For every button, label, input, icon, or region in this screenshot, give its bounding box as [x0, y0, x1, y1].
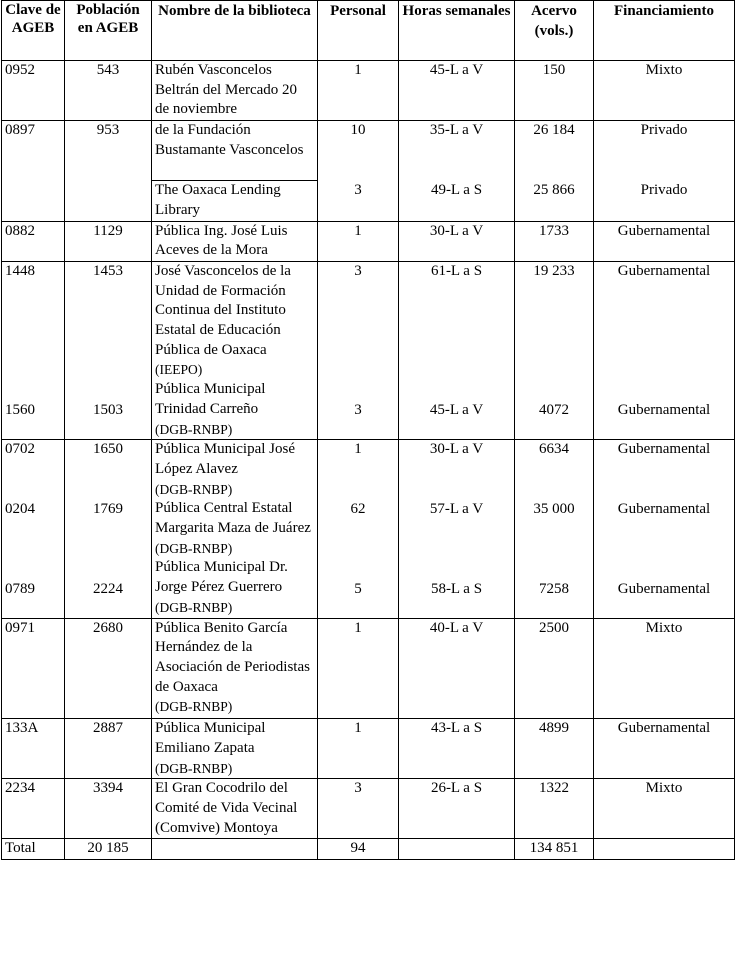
cell-horas-a: 35-L a V — [429, 122, 484, 139]
cell-nombre-a-small: (IEEPO) — [155, 362, 203, 378]
cell-poblacion: 2680 — [65, 618, 152, 719]
total-label: Total — [2, 839, 65, 860]
cell-clave-c: 0789 — [5, 581, 35, 598]
header-clave: Clave de AGEB — [2, 1, 65, 61]
cell-nombre-a: Pública Municipal Emiliano Zapata — [155, 720, 266, 756]
cell-horas: 45-L a V — [399, 61, 515, 121]
cell-financiamiento: Mixto — [594, 618, 735, 719]
cell-clave: 2234 — [2, 779, 65, 839]
cell-clave: 133A — [2, 719, 65, 779]
total-poblacion: 20 185 — [65, 839, 152, 860]
cell-nombre-a: Pública Benito García Hernández de la Asociación de Periodistas de Oaxaca — [155, 619, 310, 695]
cell-poblacion-a: 1650 — [93, 441, 123, 458]
cell-nombre-a: José Vasconcelos de la Unidad de Formación Continua del Instituto Estatal de Educación Pública de Oaxaca — [155, 262, 291, 358]
cell-nombre-a: Pública Municipal José López Alavez — [155, 441, 295, 477]
cell-nombre-a: de la Fundación Bustamante Vasconcelos — [152, 121, 317, 181]
cell-horas: 26-L a S — [399, 779, 515, 839]
cell-financiamiento-b: Gubernamental — [617, 501, 711, 518]
cell-acervo-b: 25 866 — [533, 182, 575, 199]
cell-poblacion: 1129 — [65, 221, 152, 261]
cell-acervo: 4899 — [515, 719, 594, 779]
table-row — [2, 719, 735, 779]
cell-clave — [2, 261, 65, 439]
cell-financiamiento-c: Gubernamental — [617, 581, 711, 598]
table-row — [2, 221, 735, 261]
cell-personal: 1 — [318, 61, 399, 121]
cell-personal — [318, 440, 399, 618]
table-row — [2, 440, 735, 618]
cell-nombre — [152, 261, 318, 439]
cell-nombre-b-small: (DGB-RNBP) — [155, 540, 233, 556]
cell-acervo-b: 35 000 — [533, 501, 575, 518]
cell-nombre-a-small: (DGB-RNBP) — [155, 699, 233, 715]
cell-poblacion: 3394 — [65, 779, 152, 839]
cell-financiamiento-a: Gubernamental — [617, 262, 711, 279]
cell-personal: 1 — [318, 618, 399, 719]
cell-clave: 0882 — [2, 221, 65, 261]
cell-clave-b: 0204 — [5, 501, 35, 518]
cell-horas-b: 49-L a S — [430, 182, 483, 199]
cell-poblacion-b: 1769 — [93, 501, 123, 518]
total-financiamiento-empty — [594, 839, 735, 860]
cell-nombre-a-small: (DGB-RNBP) — [155, 760, 233, 776]
cell-horas: 40-L a V — [399, 618, 515, 719]
cell-poblacion: 2887 — [65, 719, 152, 779]
cell-financiamiento: Gubernamental — [594, 719, 735, 779]
cell-poblacion — [65, 261, 152, 439]
cell-clave — [2, 440, 65, 618]
cell-poblacion — [65, 440, 152, 618]
cell-personal: 3 — [318, 779, 399, 839]
cell-clave: 0971 — [2, 618, 65, 719]
table-row — [2, 618, 735, 719]
cell-personal — [318, 261, 399, 439]
cell-clave-a: 1448 — [5, 262, 35, 279]
cell-acervo: 1733 — [515, 221, 594, 261]
cell-nombre: El Gran Cocodrilo del Comité de Vida Vecinal (Comvive) Montoya — [152, 779, 318, 839]
cell-financiamiento: Mixto — [594, 61, 735, 121]
cell-acervo-a: 6634 — [539, 441, 569, 458]
cell-poblacion-c: 2224 — [93, 581, 123, 598]
cell-financiamiento: Gubernamental — [594, 221, 735, 261]
cell-horas-a: 61-L a S — [430, 262, 483, 279]
cell-clave-a: 0702 — [5, 441, 35, 458]
cell-financiamiento-a: Privado — [640, 122, 688, 139]
cell-acervo: 150 — [515, 61, 594, 121]
cell-poblacion-a: 953 — [96, 122, 120, 139]
cell-acervo-a: 19 233 — [533, 262, 575, 279]
cell-nombre — [152, 121, 318, 221]
cell-personal — [318, 121, 399, 221]
cell-acervo — [515, 261, 594, 439]
cell-acervo: 2500 — [515, 618, 594, 719]
cell-poblacion-b: 1503 — [93, 401, 123, 418]
cell-acervo: 1322 — [515, 779, 594, 839]
cell-nombre-c: Pública Municipal Dr. Jorge Pérez Guerrero — [155, 559, 288, 596]
cell-personal-a: 1 — [354, 441, 362, 458]
cell-personal-a: 10 — [350, 122, 366, 139]
cell-personal: 1 — [318, 221, 399, 261]
cell-horas — [399, 121, 515, 221]
cell-financiamiento — [594, 261, 735, 439]
header-personal: Personal — [318, 1, 399, 61]
cell-clave: 0952 — [2, 61, 65, 121]
total-horas-empty — [399, 839, 515, 860]
total-acervo: 134 851 — [515, 839, 594, 860]
cell-clave-a: 0897 — [5, 122, 35, 139]
header-row — [2, 1, 735, 61]
cell-nombre-b: Pública Municipal Trinidad Carreño — [155, 381, 266, 417]
header-horas: Horas semanales — [399, 1, 515, 61]
cell-acervo — [515, 440, 594, 618]
cell-horas: 43-L a S — [399, 719, 515, 779]
cell-personal: 1 — [318, 719, 399, 779]
cell-horas-c: 58-L a S — [430, 581, 483, 598]
cell-horas-b: 45-L a V — [429, 401, 484, 418]
table-row — [2, 61, 735, 121]
cell-horas-a: 30-L a V — [429, 441, 484, 458]
cell-financiamiento: Mixto — [594, 779, 735, 839]
cell-poblacion-a: 1453 — [93, 262, 123, 279]
cell-nombre-c-small: (DGB-RNBP) — [155, 599, 233, 615]
header-nombre: Nombre de la biblioteca — [152, 1, 318, 61]
cell-personal-b: 62 — [350, 501, 366, 518]
cell-financiamiento — [594, 440, 735, 618]
cell-poblacion: 543 — [65, 61, 152, 121]
cell-nombre: Rubén Vasconcelos Beltrán del Mercado 20 de noviembre — [152, 61, 318, 121]
cell-nombre: Pública Ing. José Luis Aceves de la Mora — [152, 221, 318, 261]
cell-nombre — [152, 719, 318, 779]
cell-nombre — [152, 440, 318, 618]
header-poblacion: Población en AGEB — [65, 1, 152, 61]
cell-clave-b: 1560 — [5, 401, 35, 418]
cell-financiamiento-b: Gubernamental — [617, 401, 711, 418]
cell-acervo — [515, 121, 594, 221]
total-nombre-empty — [152, 839, 318, 860]
cell-clave — [2, 121, 65, 221]
table-row — [2, 779, 735, 839]
cell-nombre-b: The Oaxaca Lending Library — [155, 182, 281, 218]
cell-financiamiento-b: Privado — [640, 182, 688, 199]
libraries-table — [1, 0, 735, 860]
cell-acervo-c: 7258 — [539, 581, 569, 598]
total-row — [2, 839, 735, 860]
cell-personal-b: 3 — [354, 401, 362, 418]
table-row — [2, 121, 735, 221]
cell-horas: 30-L a V — [399, 221, 515, 261]
cell-acervo-b: 4072 — [539, 401, 569, 418]
total-personal: 94 — [318, 839, 399, 860]
cell-personal-b: 3 — [354, 182, 362, 199]
cell-nombre — [152, 618, 318, 719]
cell-nombre-a-small: (DGB-RNBP) — [155, 481, 233, 497]
cell-poblacion — [65, 121, 152, 221]
table-row — [2, 261, 735, 439]
cell-financiamiento — [594, 121, 735, 221]
cell-nombre-b-small: (DGB-RNBP) — [155, 421, 233, 437]
cell-acervo-a: 26 184 — [533, 122, 575, 139]
cell-horas — [399, 440, 515, 618]
cell-horas-b: 57-L a V — [429, 501, 484, 518]
cell-nombre-b: Pública Central Estatal Margarita Maza de Juárez — [155, 500, 311, 537]
header-acervo: Acervo (vols.) — [515, 1, 594, 61]
cell-personal-c: 5 — [354, 581, 362, 598]
cell-financiamiento-a: Gubernamental — [617, 441, 711, 458]
cell-horas — [399, 261, 515, 439]
header-financiamiento: Financiamiento — [594, 1, 735, 61]
cell-personal-a: 3 — [354, 262, 362, 279]
